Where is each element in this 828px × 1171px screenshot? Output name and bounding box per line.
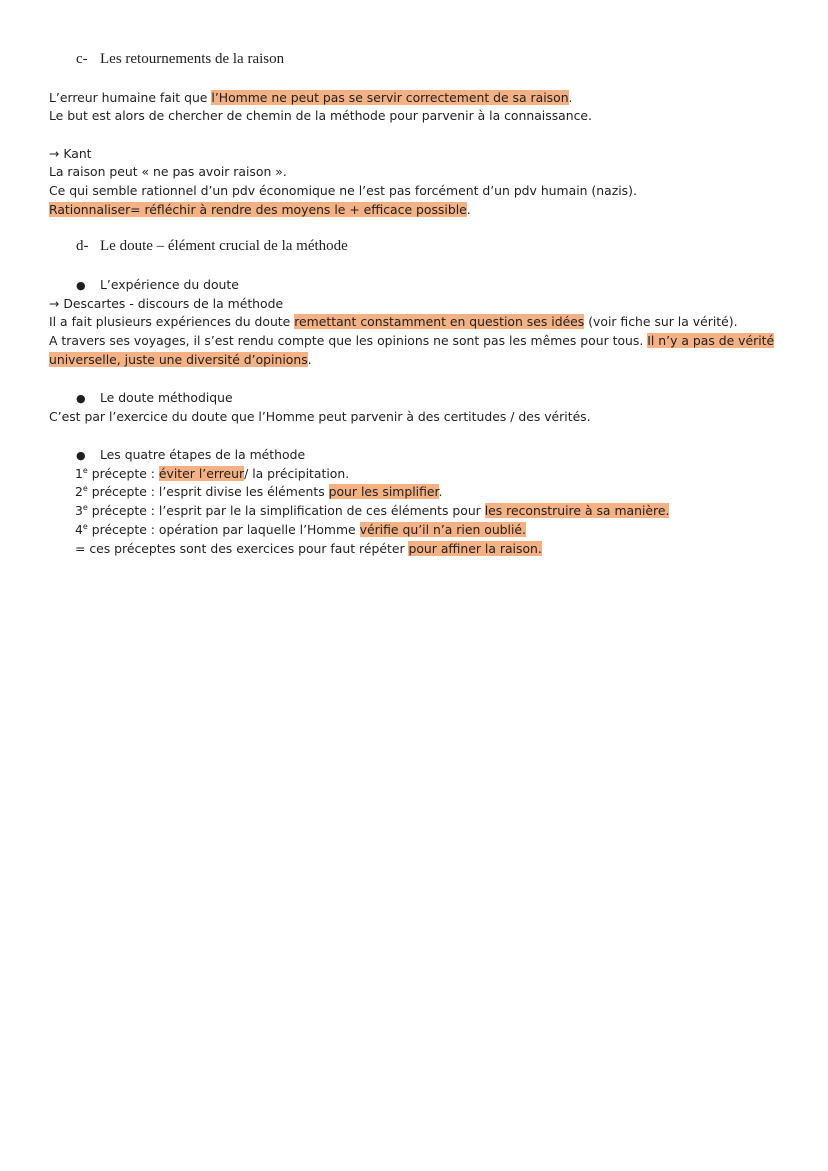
bullet-item bbox=[76, 276, 239, 294]
paragraph-line bbox=[49, 313, 738, 331]
bullet-text: Les quatre étapes de la méthode bbox=[100, 447, 306, 462]
text-run: précepte : opération par laquelle l’Homme bbox=[87, 522, 360, 537]
section-letter: d- bbox=[76, 238, 89, 254]
paragraph-line bbox=[49, 201, 471, 219]
highlighted-text: pour les simplifier bbox=[328, 484, 439, 499]
precept-number: 4 bbox=[75, 522, 83, 537]
highlighted-text: vérifie qu’il n’a rien oublié. bbox=[359, 522, 526, 537]
paragraph-line: Le but est alors de chercher de chemin de la méthode pour parvenir à la connaissance. bbox=[49, 108, 592, 123]
highlighted-text: Il n’y a pas de vérité bbox=[647, 333, 775, 348]
text-run: précepte : l’esprit par le la simplification de ces éléments pour bbox=[87, 503, 485, 518]
bullet-dot-icon: ● bbox=[76, 392, 86, 405]
bullet-item bbox=[76, 389, 233, 407]
paragraph-line bbox=[49, 89, 573, 107]
highlighted-text: l’Homme ne peut pas se servir correctement de sa raison bbox=[211, 90, 569, 105]
bullet-text: L’expérience du doute bbox=[100, 277, 239, 292]
precept-number: 3 bbox=[75, 503, 83, 518]
text-run: . bbox=[466, 202, 471, 217]
paragraph-line bbox=[49, 332, 774, 350]
text-run: A travers ses voyages, il s’est rendu compte que les opinions ne sont pas les mêmes pour tous. bbox=[49, 333, 648, 348]
conclusion-line bbox=[75, 540, 542, 558]
text-run: . bbox=[307, 352, 312, 367]
arrow-reference-kant: → Kant bbox=[49, 146, 92, 161]
highlighted-text: les reconstruire à sa manière. bbox=[484, 503, 670, 518]
highlighted-text: remettant constamment en question ses idées bbox=[294, 314, 585, 329]
text-run: / la précipitation. bbox=[244, 466, 350, 481]
bullet-dot-icon: ● bbox=[76, 279, 86, 292]
precept-line bbox=[75, 483, 442, 501]
ordinal-suffix: e bbox=[82, 521, 88, 531]
text-run: . bbox=[568, 90, 573, 105]
precept-line bbox=[75, 502, 669, 520]
highlighted-text: Rationnaliser= réfléchir à rendre des moyens le + efficace possible bbox=[49, 202, 467, 217]
text-run: précepte : l’esprit divise les éléments bbox=[87, 484, 329, 499]
precept-line bbox=[75, 521, 526, 539]
section-letter: c- bbox=[76, 51, 88, 67]
arrow-reference-descartes: → Descartes - discours de la méthode bbox=[49, 296, 284, 311]
highlighted-text: pour affiner la raison. bbox=[408, 541, 542, 556]
bullet-dot-icon: ● bbox=[76, 449, 86, 462]
paragraph-line bbox=[49, 351, 312, 369]
paragraph-line: C’est par l’exercice du doute que l’Homme peut parvenir à des certitudes / des vérités. bbox=[49, 409, 591, 424]
section-title: Le doute – élément crucial de la méthode bbox=[100, 238, 348, 254]
highlighted-text: universelle, juste une diversité d’opinions bbox=[49, 352, 308, 367]
bullet-text: Le doute méthodique bbox=[100, 390, 233, 405]
precept-line bbox=[75, 465, 349, 483]
text-run: = ces préceptes sont des exercices pour faut répéter bbox=[75, 541, 409, 556]
section-heading-c bbox=[76, 50, 284, 68]
highlighted-text: éviter l’erreur bbox=[158, 466, 245, 481]
ordinal-suffix: e bbox=[82, 483, 88, 493]
text-run: . bbox=[438, 484, 443, 499]
precept-number: 2 bbox=[75, 484, 83, 499]
section-title: Les retournements de la raison bbox=[100, 51, 285, 67]
ordinal-suffix: e bbox=[82, 502, 88, 512]
bullet-item bbox=[76, 446, 305, 464]
ordinal-suffix: e bbox=[82, 465, 88, 475]
text-run: Il a fait plusieurs expériences du doute bbox=[49, 314, 295, 329]
paragraph-line: Ce qui semble rationnel d’un pdv économique ne l’est pas forcément d’un pdv humain (nazis). bbox=[49, 183, 637, 198]
text-run: L’erreur humaine fait que bbox=[49, 90, 212, 105]
text-run: (voir fiche sur la vérité). bbox=[584, 314, 738, 329]
section-heading-d bbox=[76, 237, 348, 255]
paragraph-line: La raison peut « ne pas avoir raison ». bbox=[49, 164, 287, 179]
text-run: précepte : bbox=[87, 466, 159, 481]
precept-number: 1 bbox=[75, 466, 83, 481]
